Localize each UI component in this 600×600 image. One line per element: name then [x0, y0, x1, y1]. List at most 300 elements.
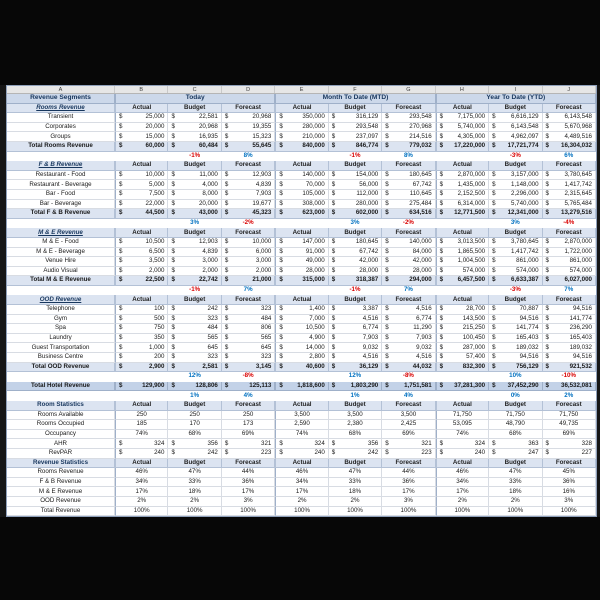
row-label-cell[interactable]: Telephone	[7, 305, 115, 315]
subheader-cell[interactable]: Budget	[168, 401, 221, 411]
subheader-cell[interactable]: Budget	[168, 228, 221, 238]
value-cell[interactable]: 100%	[275, 507, 328, 517]
value-cell[interactable]	[436, 113, 489, 123]
value-cell[interactable]	[382, 439, 435, 449]
empty-label-cell[interactable]	[7, 391, 115, 401]
variance-cell[interactable]: -3%	[489, 152, 542, 162]
subheader-cell[interactable]: Forecast	[382, 459, 435, 469]
value-cell[interactable]	[115, 334, 168, 344]
subheader-cell[interactable]: Forecast	[222, 161, 275, 171]
value-cell[interactable]	[168, 334, 221, 344]
section-name-cell[interactable]: OOD Revenue	[7, 295, 115, 305]
value-cell[interactable]	[168, 113, 221, 123]
value-cell[interactable]	[115, 276, 168, 286]
subheader-cell[interactable]: Budget	[168, 161, 221, 171]
value-cell[interactable]	[275, 200, 328, 210]
variance-cell[interactable]	[115, 219, 168, 229]
value-cell[interactable]	[222, 132, 275, 142]
value-cell[interactable]	[382, 200, 435, 210]
value-cell[interactable]: 3%	[222, 497, 275, 507]
value-cell[interactable]	[543, 113, 596, 123]
value-cell[interactable]	[489, 132, 542, 142]
value-cell[interactable]	[168, 180, 221, 190]
value-cell[interactable]	[329, 123, 382, 133]
subheader-cell[interactable]: Budget	[489, 401, 542, 411]
value-cell[interactable]	[543, 353, 596, 363]
value-cell[interactable]	[222, 142, 275, 152]
variance-cell[interactable]	[115, 286, 168, 296]
value-cell[interactable]: 46%	[275, 468, 328, 478]
value-cell[interactable]	[436, 257, 489, 267]
value-cell[interactable]	[168, 324, 221, 334]
value-cell[interactable]	[222, 190, 275, 200]
variance-cell[interactable]: 12%	[168, 372, 221, 382]
variance-cell[interactable]: -1%	[329, 152, 382, 162]
value-cell[interactable]	[436, 334, 489, 344]
variance-cell[interactable]: -2%	[382, 219, 435, 229]
value-cell[interactable]	[168, 123, 221, 133]
variance-cell[interactable]: -3%	[489, 286, 542, 296]
row-label-cell[interactable]: Transient	[7, 113, 115, 123]
value-cell[interactable]	[382, 267, 435, 277]
value-cell[interactable]: 33%	[489, 478, 542, 488]
value-cell[interactable]	[329, 180, 382, 190]
value-cell[interactable]	[489, 200, 542, 210]
value-cell[interactable]	[329, 334, 382, 344]
value-cell[interactable]	[489, 449, 542, 459]
subheader-cell[interactable]: Forecast	[382, 228, 435, 238]
value-cell[interactable]	[489, 171, 542, 181]
variance-cell[interactable]	[436, 286, 489, 296]
subheader-cell[interactable]: Actual	[436, 104, 489, 114]
value-cell[interactable]: 36%	[543, 478, 596, 488]
value-cell[interactable]	[115, 305, 168, 315]
section-name-cell[interactable]: Revenue Statistics	[7, 459, 115, 469]
value-cell[interactable]: 2,425	[382, 420, 435, 430]
value-cell[interactable]	[222, 113, 275, 123]
value-cell[interactable]	[275, 439, 328, 449]
column-letter[interactable]: I	[489, 86, 542, 93]
value-cell[interactable]	[275, 171, 328, 181]
value-cell[interactable]	[222, 276, 275, 286]
value-cell[interactable]	[436, 180, 489, 190]
value-cell[interactable]	[436, 248, 489, 258]
variance-cell[interactable]: 3%	[489, 219, 542, 229]
value-cell[interactable]: 36%	[222, 478, 275, 488]
value-cell[interactable]	[489, 276, 542, 286]
value-cell[interactable]	[222, 238, 275, 248]
variance-cell[interactable]	[115, 152, 168, 162]
subheader-cell[interactable]: Forecast	[382, 295, 435, 305]
subheader-cell[interactable]: Actual	[436, 459, 489, 469]
value-cell[interactable]: 2%	[275, 497, 328, 507]
value-cell[interactable]	[489, 190, 542, 200]
value-cell[interactable]	[222, 324, 275, 334]
row-label-cell[interactable]: RevPAR	[7, 449, 115, 459]
value-cell[interactable]	[329, 324, 382, 334]
subheader-cell[interactable]: Actual	[275, 161, 328, 171]
value-cell[interactable]: 100%	[382, 507, 435, 517]
value-cell[interactable]	[115, 363, 168, 373]
value-cell[interactable]	[382, 334, 435, 344]
subheader-cell[interactable]: Actual	[275, 459, 328, 469]
value-cell[interactable]	[543, 324, 596, 334]
row-label-cell[interactable]: Occupancy	[7, 430, 115, 440]
value-cell[interactable]	[543, 142, 596, 152]
variance-cell[interactable]	[115, 372, 168, 382]
subheader-cell[interactable]: Budget	[329, 295, 382, 305]
row-label-cell[interactable]: Venue Hire	[7, 257, 115, 267]
subheader-cell[interactable]: Forecast	[543, 161, 596, 171]
column-letter[interactable]: J	[543, 86, 596, 93]
value-cell[interactable]: 33%	[329, 478, 382, 488]
row-label-cell[interactable]: Business Centre	[7, 353, 115, 363]
value-cell[interactable]	[436, 353, 489, 363]
value-cell[interactable]	[222, 171, 275, 181]
row-label-cell[interactable]: Total Hotel Revenue	[7, 382, 115, 392]
subheader-cell[interactable]: Budget	[489, 161, 542, 171]
value-cell[interactable]	[115, 200, 168, 210]
value-cell[interactable]	[329, 132, 382, 142]
value-cell[interactable]	[382, 257, 435, 267]
value-cell[interactable]	[329, 248, 382, 258]
value-cell[interactable]	[436, 209, 489, 219]
value-cell[interactable]	[222, 200, 275, 210]
subheader-cell[interactable]: Actual	[275, 295, 328, 305]
value-cell[interactable]	[115, 238, 168, 248]
value-cell[interactable]: 2%	[115, 497, 168, 507]
subheader-cell[interactable]: Actual	[436, 295, 489, 305]
subheader-cell[interactable]: Forecast	[543, 401, 596, 411]
value-cell[interactable]: 3,500	[382, 411, 435, 421]
value-cell[interactable]: 69%	[543, 430, 596, 440]
value-cell[interactable]	[329, 353, 382, 363]
value-cell[interactable]	[382, 123, 435, 133]
value-cell[interactable]	[489, 305, 542, 315]
row-label-cell[interactable]: F & B Revenue	[7, 478, 115, 488]
subheader-cell[interactable]: Budget	[329, 401, 382, 411]
value-cell[interactable]	[115, 113, 168, 123]
value-cell[interactable]	[543, 209, 596, 219]
value-cell[interactable]: 34%	[436, 478, 489, 488]
value-cell[interactable]	[329, 238, 382, 248]
value-cell[interactable]	[436, 200, 489, 210]
value-cell[interactable]	[168, 363, 221, 373]
value-cell[interactable]	[275, 209, 328, 219]
value-cell[interactable]	[543, 200, 596, 210]
empty-label-cell[interactable]	[7, 219, 115, 229]
value-cell[interactable]	[115, 132, 168, 142]
value-cell[interactable]	[222, 439, 275, 449]
row-label-cell[interactable]: M & E - Beverage	[7, 248, 115, 258]
value-cell[interactable]: 17%	[436, 487, 489, 497]
subheader-cell[interactable]: Actual	[115, 295, 168, 305]
variance-cell[interactable]: 4%	[382, 391, 435, 401]
value-cell[interactable]	[168, 305, 221, 315]
value-cell[interactable]	[436, 123, 489, 133]
row-label-cell[interactable]: Rooms Occupied	[7, 420, 115, 430]
value-cell[interactable]	[436, 315, 489, 325]
column-letter[interactable]: B	[115, 86, 168, 93]
value-cell[interactable]	[275, 382, 328, 392]
value-cell[interactable]	[115, 257, 168, 267]
value-cell[interactable]: 18%	[329, 487, 382, 497]
value-cell[interactable]	[329, 171, 382, 181]
value-cell[interactable]	[436, 132, 489, 142]
value-cell[interactable]: 47%	[168, 468, 221, 478]
row-label-cell[interactable]: Total F & B Revenue	[7, 209, 115, 219]
value-cell[interactable]	[329, 439, 382, 449]
row-label-cell[interactable]: Restaurant - Food	[7, 171, 115, 181]
subheader-cell[interactable]: Budget	[329, 228, 382, 238]
subheader-cell[interactable]: Forecast	[222, 104, 275, 114]
subheader-cell[interactable]: Actual	[275, 104, 328, 114]
value-cell[interactable]	[543, 248, 596, 258]
value-cell[interactable]: 46%	[115, 468, 168, 478]
value-cell[interactable]	[168, 276, 221, 286]
value-cell[interactable]: 100%	[329, 507, 382, 517]
value-cell[interactable]: 18%	[168, 487, 221, 497]
subheader-cell[interactable]: Forecast	[222, 295, 275, 305]
value-cell[interactable]: 68%	[168, 430, 221, 440]
value-cell[interactable]	[436, 142, 489, 152]
row-label-cell[interactable]: Total OOD Revenue	[7, 363, 115, 373]
subheader-cell[interactable]: Forecast	[543, 459, 596, 469]
value-cell[interactable]: 100%	[222, 507, 275, 517]
value-cell[interactable]	[543, 190, 596, 200]
variance-cell[interactable]: -1%	[168, 286, 221, 296]
value-cell[interactable]	[222, 209, 275, 219]
value-cell[interactable]: 53,095	[436, 420, 489, 430]
value-cell[interactable]: 100%	[115, 507, 168, 517]
value-cell[interactable]	[543, 238, 596, 248]
variance-cell[interactable]: 12%	[329, 372, 382, 382]
subheader-cell[interactable]: Actual	[115, 228, 168, 238]
value-cell[interactable]: 74%	[275, 430, 328, 440]
value-cell[interactable]	[329, 382, 382, 392]
value-cell[interactable]	[115, 353, 168, 363]
value-cell[interactable]	[329, 200, 382, 210]
variance-cell[interactable]: -1%	[168, 152, 221, 162]
value-cell[interactable]	[222, 353, 275, 363]
value-cell[interactable]	[275, 238, 328, 248]
subheader-cell[interactable]: Forecast	[382, 104, 435, 114]
value-cell[interactable]	[489, 113, 542, 123]
column-group-header[interactable]: Month To Date (MTD)	[275, 94, 435, 104]
value-cell[interactable]: 250	[115, 411, 168, 421]
value-cell[interactable]	[382, 238, 435, 248]
value-cell[interactable]	[115, 248, 168, 258]
value-cell[interactable]	[275, 353, 328, 363]
row-label-cell[interactable]: Total Rooms Revenue	[7, 142, 115, 152]
value-cell[interactable]	[489, 123, 542, 133]
value-cell[interactable]: 71,750	[489, 411, 542, 421]
value-cell[interactable]	[436, 324, 489, 334]
subheader-cell[interactable]: Actual	[436, 228, 489, 238]
subheader-cell[interactable]: Forecast	[543, 104, 596, 114]
row-label-cell[interactable]: M & E Revenue	[7, 487, 115, 497]
value-cell[interactable]	[115, 324, 168, 334]
value-cell[interactable]	[115, 190, 168, 200]
value-cell[interactable]	[222, 382, 275, 392]
value-cell[interactable]: 3,500	[275, 411, 328, 421]
value-cell[interactable]	[329, 343, 382, 353]
section-name-cell[interactable]: F & B Revenue	[7, 161, 115, 171]
value-cell[interactable]: 47%	[329, 468, 382, 478]
value-cell[interactable]: 16%	[543, 487, 596, 497]
value-cell[interactable]	[382, 276, 435, 286]
value-cell[interactable]: 17%	[382, 487, 435, 497]
section-name-cell[interactable]: M & E Revenue	[7, 228, 115, 238]
subheader-cell[interactable]: Budget	[168, 104, 221, 114]
value-cell[interactable]: 36%	[382, 478, 435, 488]
value-cell[interactable]	[168, 353, 221, 363]
variance-cell[interactable]: 8%	[222, 152, 275, 162]
value-cell[interactable]: 45%	[543, 468, 596, 478]
value-cell[interactable]	[543, 276, 596, 286]
value-cell[interactable]: 69%	[382, 430, 435, 440]
subheader-cell[interactable]: Forecast	[222, 228, 275, 238]
value-cell[interactable]	[168, 171, 221, 181]
value-cell[interactable]	[275, 315, 328, 325]
value-cell[interactable]: 3%	[382, 497, 435, 507]
subheader-cell[interactable]: Forecast	[222, 401, 275, 411]
value-cell[interactable]	[382, 113, 435, 123]
value-cell[interactable]	[115, 123, 168, 133]
column-letter[interactable]: C	[168, 86, 221, 93]
value-cell[interactable]	[329, 257, 382, 267]
subheader-cell[interactable]: Actual	[115, 459, 168, 469]
value-cell[interactable]: 100%	[543, 507, 596, 517]
value-cell[interactable]	[115, 209, 168, 219]
value-cell[interactable]: 2%	[436, 497, 489, 507]
value-cell[interactable]	[275, 123, 328, 133]
value-cell[interactable]	[543, 132, 596, 142]
value-cell[interactable]	[329, 209, 382, 219]
value-cell[interactable]	[222, 123, 275, 133]
value-cell[interactable]	[115, 315, 168, 325]
value-cell[interactable]	[382, 248, 435, 258]
subheader-cell[interactable]: Budget	[329, 104, 382, 114]
value-cell[interactable]	[543, 171, 596, 181]
value-cell[interactable]	[382, 353, 435, 363]
variance-cell[interactable]: 10%	[489, 372, 542, 382]
value-cell[interactable]	[168, 267, 221, 277]
value-cell[interactable]: 69%	[222, 430, 275, 440]
value-cell[interactable]	[168, 439, 221, 449]
value-cell[interactable]	[168, 238, 221, 248]
value-cell[interactable]: 2%	[489, 497, 542, 507]
variance-cell[interactable]: -8%	[382, 372, 435, 382]
value-cell[interactable]	[168, 209, 221, 219]
value-cell[interactable]	[543, 382, 596, 392]
subheader-cell[interactable]: Actual	[436, 161, 489, 171]
value-cell[interactable]	[222, 180, 275, 190]
value-cell[interactable]	[222, 449, 275, 459]
row-label-cell[interactable]: Bar - Food	[7, 190, 115, 200]
value-cell[interactable]: 100%	[436, 507, 489, 517]
value-cell[interactable]: 100%	[168, 507, 221, 517]
variance-cell[interactable]: 7%	[382, 286, 435, 296]
empty-label-cell[interactable]	[7, 372, 115, 382]
value-cell[interactable]: 3%	[543, 497, 596, 507]
row-label-cell[interactable]: Laundry	[7, 334, 115, 344]
variance-cell[interactable]	[436, 219, 489, 229]
value-cell[interactable]: 47%	[489, 468, 542, 478]
value-cell[interactable]: 34%	[115, 478, 168, 488]
value-cell[interactable]: 49,735	[543, 420, 596, 430]
value-cell[interactable]: 74%	[436, 430, 489, 440]
value-cell[interactable]	[222, 305, 275, 315]
value-cell[interactable]: 173	[222, 420, 275, 430]
column-group-header[interactable]: Year To Date (YTD)	[436, 94, 596, 104]
variance-cell[interactable]	[275, 372, 328, 382]
column-group-header[interactable]: Today	[115, 94, 275, 104]
variance-cell[interactable]	[275, 219, 328, 229]
value-cell[interactable]	[115, 382, 168, 392]
value-cell[interactable]: 17%	[275, 487, 328, 497]
variance-cell[interactable]: 3%	[329, 219, 382, 229]
variance-cell[interactable]: 3%	[168, 219, 221, 229]
value-cell[interactable]	[489, 382, 542, 392]
value-cell[interactable]	[489, 248, 542, 258]
value-cell[interactable]	[543, 123, 596, 133]
value-cell[interactable]	[382, 343, 435, 353]
variance-cell[interactable]	[436, 372, 489, 382]
variance-cell[interactable]: 7%	[222, 286, 275, 296]
row-label-cell[interactable]: M & E - Food	[7, 238, 115, 248]
row-label-cell[interactable]: Audio Visual	[7, 267, 115, 277]
value-cell[interactable]	[489, 343, 542, 353]
value-cell[interactable]	[275, 190, 328, 200]
row-label-cell[interactable]: Guest Transportation	[7, 343, 115, 353]
value-cell[interactable]	[275, 142, 328, 152]
value-cell[interactable]: 68%	[489, 430, 542, 440]
value-cell[interactable]	[168, 315, 221, 325]
value-cell[interactable]	[222, 363, 275, 373]
value-cell[interactable]	[329, 267, 382, 277]
value-cell[interactable]	[329, 363, 382, 373]
value-cell[interactable]	[382, 171, 435, 181]
row-label-cell[interactable]: Restaurant - Beverage	[7, 180, 115, 190]
value-cell[interactable]: 71,750	[436, 411, 489, 421]
variance-cell[interactable]: 2%	[543, 391, 596, 401]
value-cell[interactable]	[382, 305, 435, 315]
row-label-cell[interactable]: Rooms Revenue	[7, 468, 115, 478]
variance-cell[interactable]	[275, 286, 328, 296]
value-cell[interactable]	[382, 209, 435, 219]
value-cell[interactable]: 17%	[115, 487, 168, 497]
subheader-cell[interactable]: Forecast	[382, 161, 435, 171]
value-cell[interactable]	[115, 439, 168, 449]
value-cell[interactable]	[543, 315, 596, 325]
subheader-cell[interactable]: Forecast	[222, 459, 275, 469]
variance-cell[interactable]: 0%	[489, 391, 542, 401]
row-label-cell[interactable]: OOD Revenue	[7, 497, 115, 507]
value-cell[interactable]	[222, 315, 275, 325]
subheader-cell[interactable]: Budget	[329, 161, 382, 171]
value-cell[interactable]	[275, 180, 328, 190]
value-cell[interactable]	[382, 132, 435, 142]
variance-cell[interactable]: -2%	[222, 219, 275, 229]
variance-cell[interactable]: -10%	[543, 372, 596, 382]
variance-cell[interactable]: 4%	[222, 391, 275, 401]
value-cell[interactable]	[543, 180, 596, 190]
value-cell[interactable]	[168, 190, 221, 200]
value-cell[interactable]: 71,750	[543, 411, 596, 421]
value-cell[interactable]	[168, 257, 221, 267]
value-cell[interactable]: 185	[115, 420, 168, 430]
